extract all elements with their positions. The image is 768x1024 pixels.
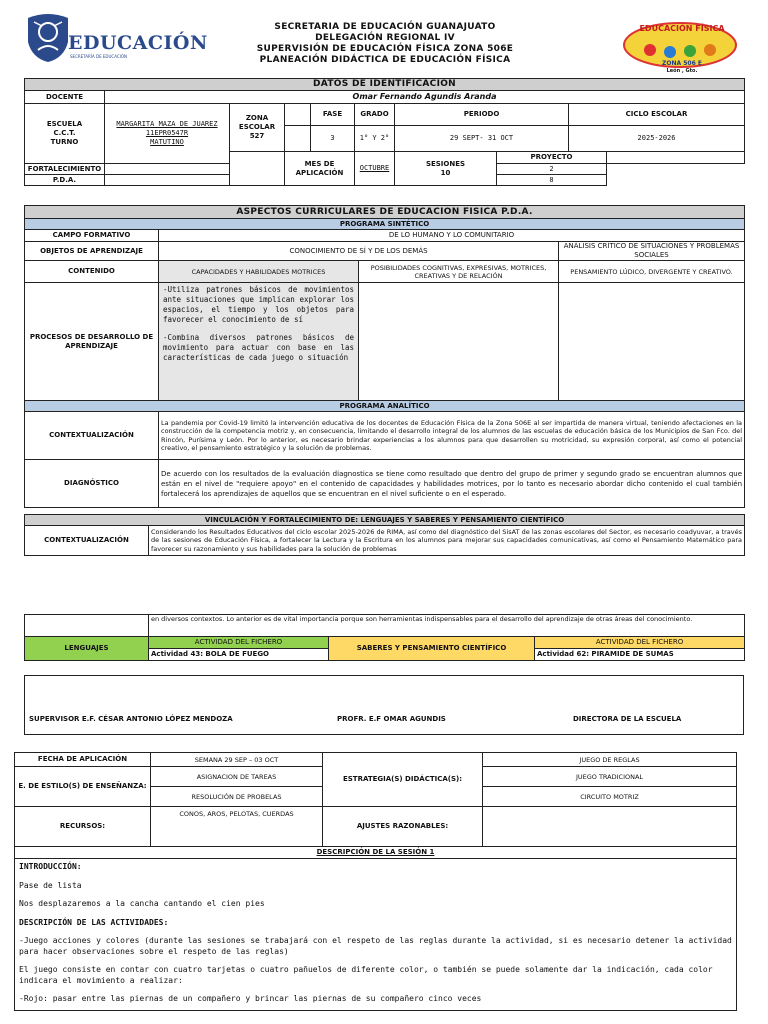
- fecha-value: SEMANA 29 SEP – 03 OCT: [151, 753, 323, 767]
- session-table: [14, 752, 737, 1011]
- fortalecimiento-value: 2: [497, 164, 607, 175]
- header-titles: [200, 22, 570, 66]
- turno-value: MATUTINO: [150, 138, 184, 146]
- zona-value: 527: [249, 132, 265, 140]
- fecha-label: FECHA DE APLICACIÓN: [15, 753, 151, 767]
- grado-value: 1° Y 2°: [355, 126, 395, 152]
- sesiones-value: 10: [440, 168, 451, 177]
- zona-logo-zone: ZONA 506 E: [662, 60, 702, 67]
- header-line-1: SECRETARIA DE EDUCACIÓN GUANAJUATO: [274, 22, 496, 32]
- contenido-1: CAPACIDADES Y HABILIDADES MOTRICES: [159, 261, 359, 283]
- proceso-2: -Combina diversos patrones básicos de movimiento para actuar con base en las características de cada juego o situación: [163, 333, 354, 362]
- contenido-label: CONTENIDO: [25, 261, 159, 283]
- objetos-label: OBJETOS DE APRENDIZAJE: [25, 242, 159, 261]
- intro-label: INTRODUCCIÓN:: [19, 862, 82, 871]
- sintetico-title: PROGRAMA SINTÉTICO: [25, 219, 745, 230]
- docente-label: DOCENTE: [25, 91, 105, 104]
- contextualizacion-label: CONTEXTUALIZACIÓN: [25, 412, 159, 460]
- lenguajes-label: LENGUAJES: [25, 637, 149, 661]
- signatures-box: [24, 675, 744, 735]
- estrategia-label: ESTRATEGIA(S) DIDÁCTICA(S):: [323, 753, 483, 807]
- sesiones-label: SESIONES: [425, 159, 466, 168]
- mes-value: OCTUBRE: [355, 152, 395, 186]
- escuela-name: MARGARITA MAZA DE JUAREZ: [116, 120, 218, 128]
- objeto-2: ANÁLISIS CRÍTICO DE SITUACIONES Y PROBLEMAS SOCIALES: [559, 242, 745, 261]
- curricular-title: ASPECTOS CURRICULARES DE EDUCACION FISICA P.D.A.: [25, 206, 745, 219]
- zona-cell: [230, 104, 285, 152]
- zona-label: ZONA ESCOLAR: [238, 114, 276, 131]
- curricular-table: [24, 205, 745, 508]
- periodo-label: PERIODO: [395, 104, 569, 126]
- ciclo-label: CICLO ESCOLAR: [569, 104, 745, 126]
- estrategia-2: JUEGO TRADICIONAL: [483, 767, 737, 787]
- vinculacion-context-text: Considerando los Resultados Educativos del ciclo escolar 2025-2026 de RIMA, así como del diagnóstico del SisAT de las zonas escolares del Sector, es necesario coadyuvar, a través de las sesiones de Educación Física, a fortalecer la Lectura y la Escritura en los alumnos para mejorar sus capacidades comunicativas, así como el Pensamiento Matemático para favorecer su razonamiento y sus habilidades para la solución de problemas: [149, 526, 745, 556]
- desc-2: El juego consiste en contar con cuatro tarjetas o cuatro pañuelos de diferente color, o también se puede solamente dar la indicación, cada color indicara el movimiento a realizar:: [19, 965, 713, 985]
- ciclo-value: 2025-2026: [569, 126, 745, 152]
- ident-title: DATOS DE IDENTIFICACION: [25, 79, 745, 91]
- shield-icon: [24, 12, 72, 64]
- desc-1: -Juego acciones y colores (durante las sesiones se trabajará con el respeto de las reglas durante la actividad, si es necesario detener la actividad para hacer observaciones sobre el respeto de las reglas): [19, 936, 732, 956]
- zona-logo-city: León , Gto.: [666, 68, 698, 74]
- education-logo: [24, 12, 208, 64]
- proceso-1: -Utiliza patrones básicos de movimientos ante situaciones que implican explorar los espacios, el tiempo y los objetos para favorecer el conocimiento de sí: [163, 285, 354, 324]
- cct-value: 11EPR0547R: [145, 129, 189, 137]
- saberes-activity: Actividad 62: PIRAMIDE DE SUMAS: [535, 649, 745, 661]
- procesos-label: PROCESOS DE DESARROLLO DE APRENDIZAJE: [25, 283, 159, 401]
- vinculacion-context-cont: en diversos contextos. Lo anterior es de vital importancia porque son herramientas indispensables para el desarrollo del aprendizaje de otras áreas del conocimiento.: [149, 615, 745, 637]
- campo-value: DE LO HUMANO Y LO COMUNITARIO: [159, 230, 745, 242]
- recursos-label: RECURSOS:: [15, 807, 151, 847]
- estilo-1: ASIGNACION DE TAREAS: [151, 767, 323, 787]
- escuela-values: [105, 104, 230, 164]
- saberes-label: SABERES Y PENSAMIENTO CIENTÍFICO: [329, 637, 535, 661]
- header-line-4: PLANEACIÓN DIDÁCTICA DE EDUCACIÓN FÍSICA: [259, 55, 511, 65]
- procesos-content: [159, 283, 359, 401]
- recursos-value: CONOS, AROS, PELOTAS, CUERDAS: [151, 807, 323, 847]
- contenido-2: POSIBILIDADES COGNITIVAS, EXPRESIVAS, MOTRICES, CREATIVAS Y DE RELACIÓN: [359, 261, 559, 283]
- mes-label: MES DE APLICACIÓN: [285, 152, 355, 186]
- sesiones-cell: [395, 152, 497, 186]
- intro-2: Nos desplazaremos a la cancha cantando el cien pies: [19, 899, 265, 908]
- contextualizacion-text: La pandemia por Covid-19 limitó la intervención educativa de los docentes de Educación Física de la Zona 506E al ser impartida de manera virtual, teniendo afectaciones en la construcción de la competencia motriz y, en consecuencia, limitando el desarrollo integral de los alumnos de las escuelas de educación básica de los Municipios de San Fco. del Rincón, Purísima y León. Por lo anterior, es necesario brindar experiencias a los alumnos para que desarrollen su motricidad, su expresión corporal, así como el potencial creativo, el pensamiento estratégico y la solución de problemas.: [159, 412, 745, 460]
- profesor-signature: PROFR. E.F OMAR AGUNDIS: [337, 715, 446, 723]
- logo-text: EDUCACIÓN: [68, 32, 208, 54]
- docente-value: Omar Fernando Agundis Aranda: [105, 91, 745, 104]
- header-line-3: SUPERVISIÓN DE EDUCACIÓN FÍSICA ZONA 506E: [256, 44, 514, 54]
- diagnostico-text: De acuerdo con los resultados de la evaluación diagnostica se tiene como resultado que dentro del grupo de primer y segundo grado se encuentran alumnos que están en el nivel de "requiere apoyo" en el contenido de capacidades y habilidades motrices, por lo tanto es necesario abordar dicho contenido el cual también fortalecerá los aprendizajes de aquellos que se encuentran en el nivel suficiente o en el esperado.: [159, 460, 745, 508]
- identification-table: [24, 78, 745, 186]
- fase-label: FASE: [311, 104, 355, 126]
- directora-signature: DIRECTORA DE LA ESCUELA: [573, 715, 682, 723]
- intro-1: Pase de lista: [19, 880, 82, 890]
- session-description: [15, 859, 737, 1011]
- desc-label: DESCRIPCIÓN DE LAS ACTIVIDADES:: [19, 917, 169, 927]
- vinculacion-table: [24, 514, 745, 556]
- escuela-label: ESCUELA C.C.T. TURNO: [25, 104, 105, 164]
- vinculacion-cont-table: [24, 614, 745, 661]
- header-line-2: DELEGACIÓN REGIONAL IV: [315, 33, 455, 43]
- pda-value: 8: [497, 175, 607, 186]
- descripcion-title: DESCRIPCIÓN DE LA SESIÓN 1: [15, 847, 737, 859]
- diagnostico-label: DIAGNÓSTICO: [25, 460, 159, 508]
- campo-label: CAMPO FORMATIVO: [25, 230, 159, 242]
- ajustes-label: AJUSTES RAZONABLES:: [323, 807, 483, 847]
- fase-value: 3: [311, 126, 355, 152]
- lenguajes-activity: Actividad 43: BOLA DE FUEGO: [149, 649, 329, 661]
- estrategia-1: JUEGO DE REGLAS: [483, 753, 737, 767]
- zona-logo-title: EDUCACIÓN FÍSICA: [639, 24, 725, 33]
- fortalecimiento-label: FORTALECIMIENTO: [25, 164, 105, 175]
- periodo-value: 29 SEPT- 31 OCT: [395, 126, 569, 152]
- analitico-title: PROGRAMA ANALÍTICO: [25, 401, 745, 412]
- lenguajes-fichero-label: ACTIVIDAD DEL FICHERO: [149, 637, 329, 649]
- objeto-1: CONOCIMIENTO DE SÍ Y DE LOS DEMÁS: [159, 242, 559, 261]
- grado-label: GRADO: [355, 104, 395, 126]
- vinculacion-context-label: CONTEXTUALIZACIÓN: [25, 526, 149, 556]
- vinculacion-title: VINCULACIÓN Y FORTALECIMIENTO DE: LENGUAJES Y SABERES Y PENSAMIENTO CIENTÍFICO: [25, 515, 745, 526]
- saberes-fichero-label: ACTIVIDAD DEL FICHERO: [535, 637, 745, 649]
- estilo-label: E. DE ESTILO(S) DE ENSEÑANZA:: [15, 767, 151, 807]
- proyecto-label: PROYECTO: [497, 152, 607, 164]
- zona-506e-logo: [622, 20, 740, 72]
- estrategia-3: CIRCUITO MOTRIZ: [483, 787, 737, 807]
- desc-3: -Rojo: pasar entre las piernas de un compañero y brincar las piernas de su compañero cinco veces: [19, 994, 482, 1003]
- contenido-3: PENSAMIENTO LÚDICO, DIVERGENTE Y CREATIVO.: [559, 261, 745, 283]
- supervisor-signature: SUPERVISOR E.F. CÉSAR ANTONIO LÓPEZ MENDOZA: [29, 715, 233, 723]
- logo-subtext: SECRETARÍA DE EDUCACIÓN: [70, 54, 127, 59]
- estilo-2: RESOLUCIÓN DE PROBELAS: [151, 787, 323, 807]
- pda-label: P.D.A.: [25, 175, 105, 186]
